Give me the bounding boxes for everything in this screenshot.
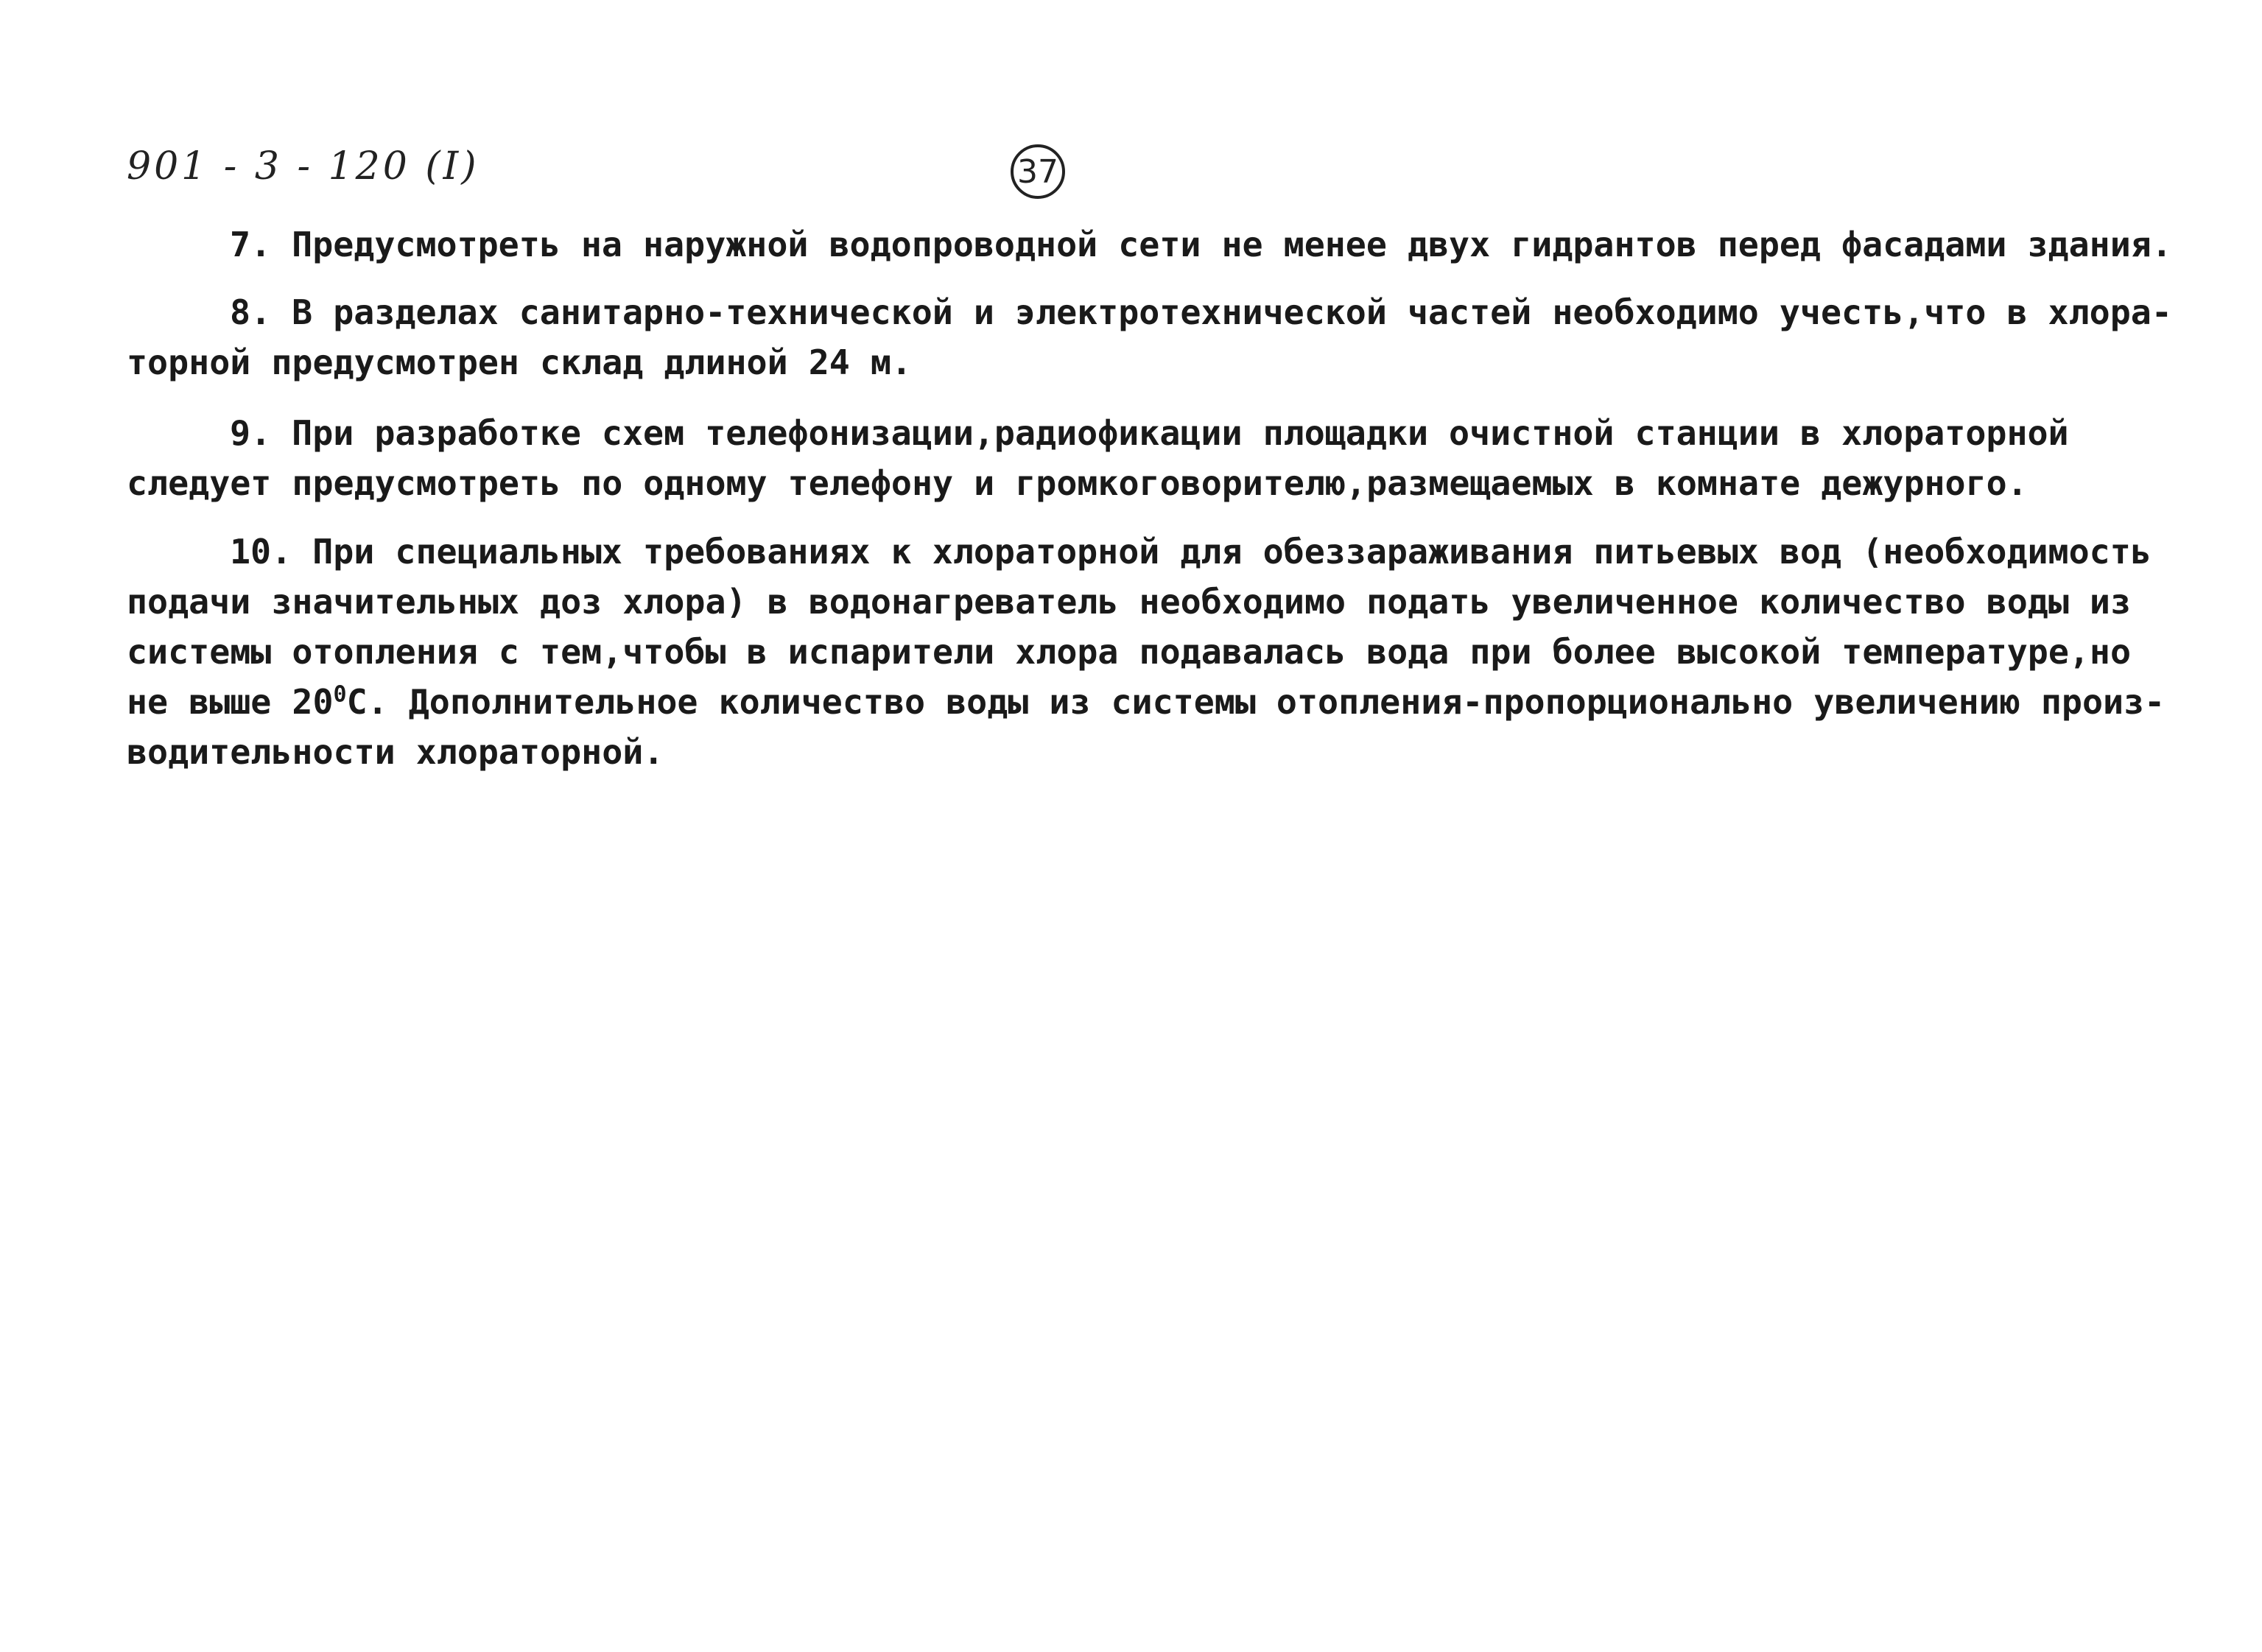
degree-superscript: 0 — [333, 681, 347, 708]
paragraph-7-line-1: 7. Предусмотреть на наружной водопроводной сети не менее двух гидрантов перед фасадами здания. — [230, 225, 2172, 264]
page-number: 37 — [1017, 152, 1058, 191]
line-4-end: С. Дополнительное количество воды из системы отопления-пропорционально увеличению произ- — [346, 682, 2166, 722]
paragraph-8-line-2: торной предусмотрен склад длиной 24 м. — [127, 342, 912, 382]
page-number-circle — [1011, 144, 1065, 199]
paragraph-7 — [127, 219, 2182, 270]
paragraph-10-line-1: 10. При специальных требованиях к хлораторной для обеззараживания питьевых вод (необходимость — [230, 532, 2152, 572]
paragraph-9-line-1: 9. При разработке схем телефонизации,радиофикации площадки очистной станции в хлораторной — [230, 413, 2069, 453]
paragraph-10-line-4 — [127, 677, 2182, 727]
paragraph-10 — [127, 527, 2182, 777]
paragraph-9-line-2: следует предусмотреть по одному телефону и громкоговорителю,размещаемых в комнате дежурного. — [127, 463, 2028, 503]
document-code: 901 - 3 - 120 (I) — [127, 144, 480, 189]
paragraph-10-line-5: водительности хлораторной. — [127, 732, 664, 772]
paragraph-10-line-3: системы отопления с тем,чтобы в испарители хлора подавалась вода при более высокой температуре,но — [127, 632, 2132, 672]
paragraph-10-line-2: подачи значительных доз хлора) в водонагреватель необходимо подать увеличенное количество воды из — [127, 582, 2132, 622]
line-4-start: не выше 20 — [127, 682, 334, 722]
paragraph-8 — [127, 287, 2182, 387]
paragraph-9 — [127, 408, 2182, 508]
paragraph-8-line-1: 8. В разделах санитарно-технической и электротехнической частей необходимо учесть,что в хлора- — [230, 292, 2172, 332]
